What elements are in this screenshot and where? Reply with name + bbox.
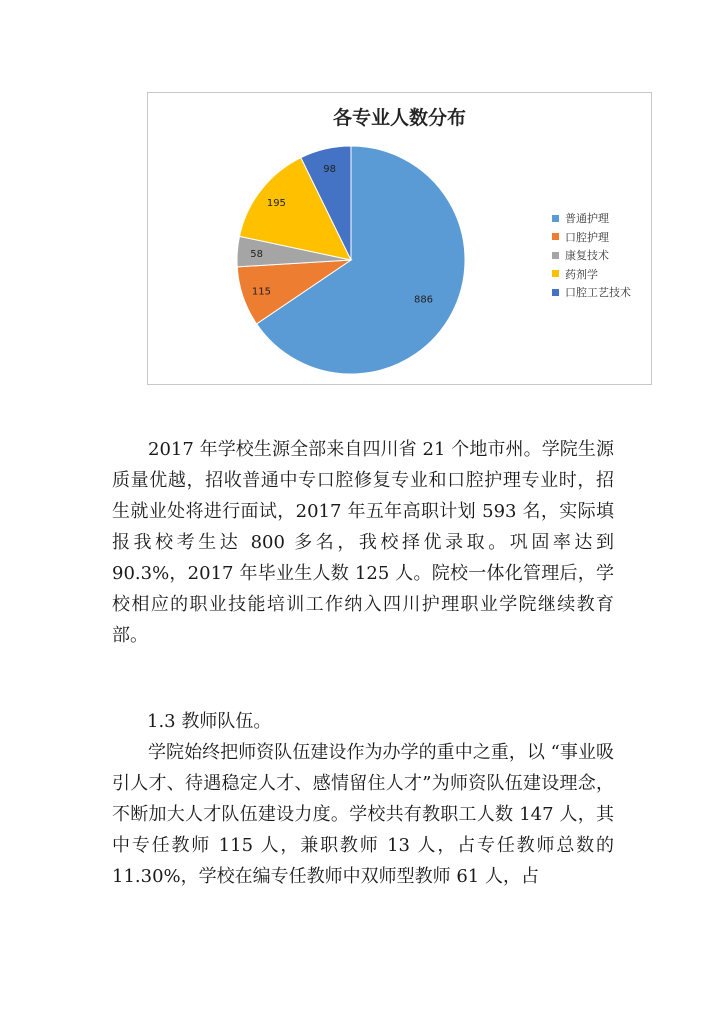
legend-label: 普通护理 — [565, 212, 609, 226]
legend-item-3 — [552, 246, 631, 265]
pie-data-label-3: 58 — [250, 248, 264, 260]
legend-label: 口腔工艺技术 — [565, 286, 631, 300]
pie-data-label-1: 886 — [413, 294, 434, 306]
pie-data-label-2: 115 — [251, 286, 271, 298]
legend-item-4 — [552, 265, 631, 284]
legend-label: 口腔护理 — [565, 230, 609, 244]
legend-swatch — [552, 289, 559, 296]
legend-item-2 — [552, 228, 631, 247]
chart-legend — [552, 209, 631, 302]
legend-swatch — [552, 215, 559, 222]
pie-data-label-5: 98 — [323, 163, 337, 175]
legend-swatch — [552, 252, 559, 259]
legend-label: 药剂学 — [565, 267, 598, 281]
legend-swatch — [552, 270, 559, 277]
chart-title: 各专业人数分布 — [332, 107, 466, 129]
pie-chart — [147, 92, 652, 385]
paragraph-enrollment: 2017 年学校生源全部来自四川省 21 个地市州。学院生源质量优越，招收普通中专口腔修复专业和口腔护理专业时，招生就业处将进行面试，2017 年五年高职计划 593 名，实际填报我校考生达 800 多名，我校择优录取。巩固率达到 90.3%，2017 年毕业生人数 125 人。院校一体化管理后，学校相应的职业技能培训工作纳入四川护理职业学院继续教育部。 — [112, 439, 614, 646]
pie-data-label-4: 195 — [266, 197, 286, 209]
section-heading: 1.3 教师队伍。 — [147, 711, 272, 732]
legend-item-5 — [552, 283, 631, 302]
paragraph-teachers: 学院始终把师资队伍建设作为办学的重中之重，以 “事业吸引人才、待遇稳定人才、感情留住人才”为师资队伍建设理念，不断加大人才队伍建设力度。学校共有教职工人数 147 人，其中专任教师 115 人，兼职教师 13 人，占专任教师总数的 11.30%，学校在编专任教师中双师型教师 61 人，占 — [112, 742, 614, 887]
legend-item-1 — [552, 209, 631, 228]
legend-swatch — [552, 233, 559, 240]
legend-label: 康复技术 — [565, 249, 609, 263]
